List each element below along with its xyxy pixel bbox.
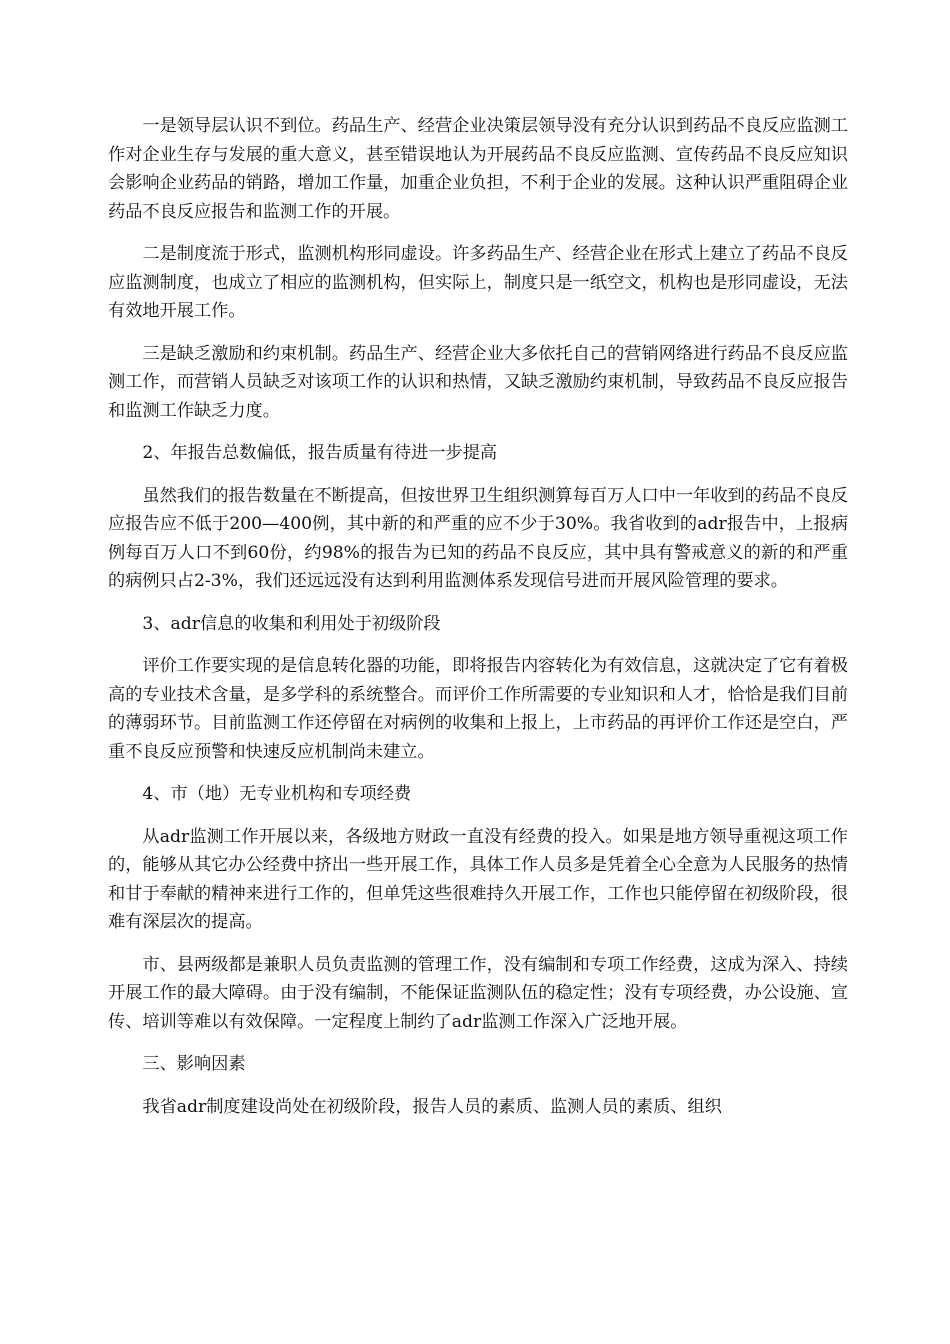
section-heading-factors: 三、影响因素 [142,1054,246,1074]
section-heading-2: 2、年报告总数偏低，报告质量有待进一步提高 [142,443,498,463]
paragraph-incentive: 三是缺乏激励和约束机制。药品生产、经营企业大多依托自己的营销网络进行药品不良反应监测工作，而营销人员缺乏对该项工作的认识和热情，又缺乏激励约束机制，导致药品不良反应报告和监测工作缺乏力度。 [108,343,848,421]
document-page [108,112,848,1135]
paragraph-system: 二是制度流于形式，监测机构形同虚设。许多药品生产、经营企业在形式上建立了药品不良反应监测制度，也成立了相应的监测机构，但实际上，制度只是一纸空文，机构也是形同虚设，无法有效地开展工作。 [108,244,848,321]
paragraph-evaluation: 评价工作要实现的是信息转化器的功能，即将报告内容转化为有效信息，这就决定了它有着极高的专业技术含量，是多学科的系统整合。而评价工作所需要的专业知识和人才，恰恰是我们目前的薄弱环节。目前监测工作还停留在对病例的收集和上报上，上市药品的再评价工作还是空白，严重不良反应预警和快速反应机制尚未建立。 [108,656,848,762]
paragraph-report-count: 虽然我们的报告数量在不断提高，但按世界卫生组织测算每百万人口中一年收到的药品不良反应报告应不低于200—400例，其中新的和严重的应不少于30%。我省收到的adr报告中，上报病例每百万人口不到60份，约98%的报告为已知的药品不良反应，其中具有警戒意义的新的和严重的病例只占2-3%，我们还远远没有达到利用监测体系发现信号进而开展风险管理的要求。 [108,485,848,591]
paragraph-factors: 我省adr制度建设尚处在初级阶段，报告人员的素质、监测人员的素质、组织 [142,1096,722,1117]
section-heading-4: 4、市（地）无专业机构和专项经费 [142,784,412,804]
section-heading-3: 3、adr信息的收集和利用处于初级阶段 [142,613,441,634]
paragraph-funding: 从adr监测工作开展以来，各级地方财政一直没有经费的投入。如果是地方领导重视这项工作的，能够从其它办公经费中挤出一些开展工作，具体工作人员多是凭着全心全意为人民服务的热情和甘于奉献的精神来进行工作的，但单凭这些很难持久开展工作，工作也只能停留在初级阶段，很难有深层次的提高。 [108,826,848,932]
paragraph-staffing: 市、县两级都是兼职人员负责监测的管理工作，没有编制和专项工作经费，这成为深入、持续开展工作的最大障碍。由于没有编制，不能保证监测队伍的稳定性；没有专项经费，办公设施、宣传、培训等难以有效保障。一定程度上制约了adr监测工作深入广泛地开展。 [108,954,848,1032]
paragraph-leadership: 一是领导层认识不到位。药品生产、经营企业决策层领导没有充分认识到药品不良反应监测工作对企业生存与发展的重大意义，甚至错误地认为开展药品不良反应监测、宣传药品不良反应知识会影响企业药品的销路，增加工作量，加重企业负担，不利于企业的发展。这种认识严重阻碍企业药品不良反应报告和监测工作的开展。 [108,116,848,222]
